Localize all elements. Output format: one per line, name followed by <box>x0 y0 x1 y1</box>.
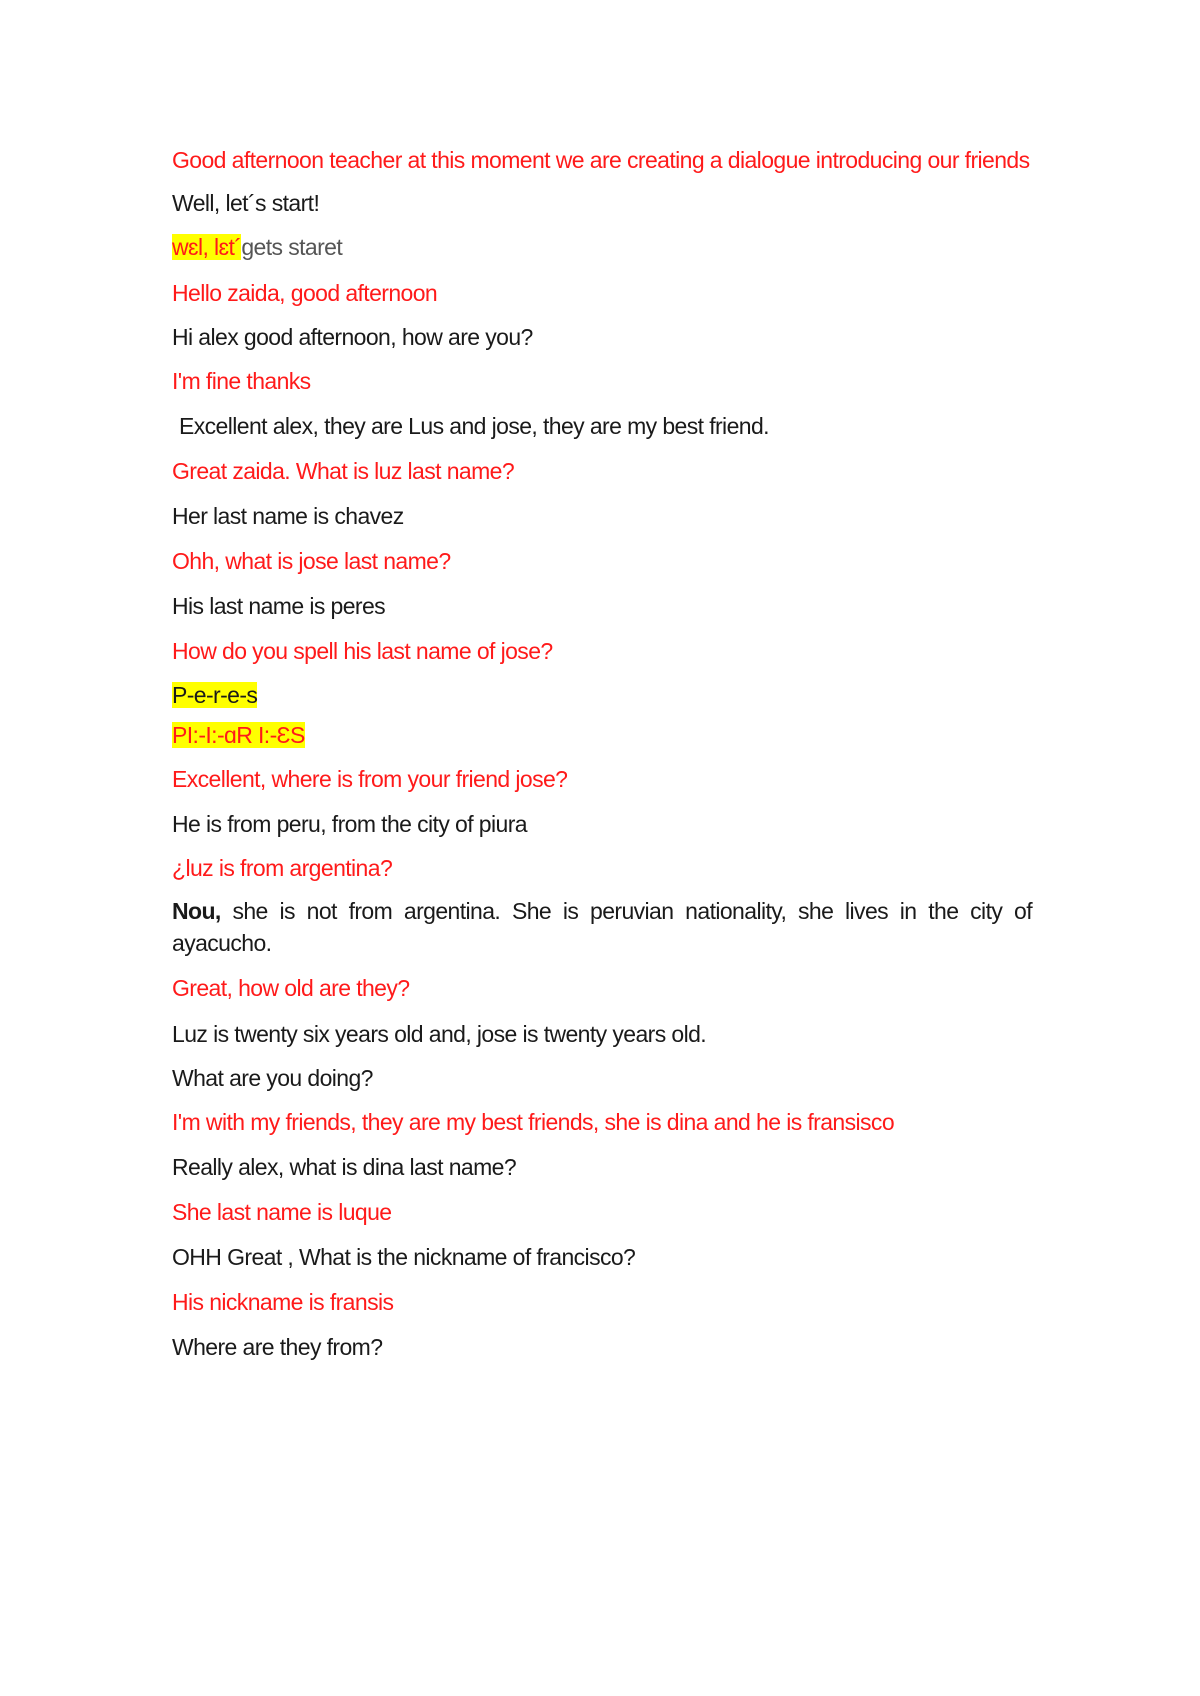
dialogue-line: Excellent alex, they are Lus and jose, they are my best friend. <box>179 413 769 439</box>
spelling-highlight: P-e-r-e-s <box>172 682 258 708</box>
dialogue-line: What are you doing? <box>172 1065 373 1091</box>
dialogue-line: Great, how old are they? <box>172 975 410 1001</box>
dialogue-line: Really alex, what is dina last name? <box>172 1154 517 1180</box>
dialogue-line: Ohh, what is jose last name? <box>172 548 451 574</box>
dialogue-body <box>172 143 1032 1364</box>
intro-paragraph: Good afternoon teacher at this moment we are creating a dialogue introducing our friends <box>172 147 1030 173</box>
paragraph-text: she is not from argentina. She is peruvian nationality, she lives in the city of ayacucho. <box>172 898 1032 956</box>
spelling-phonetic-line <box>172 718 1032 752</box>
dialogue-paragraph <box>172 895 1032 959</box>
dialogue-line: Hello zaida, good afternoon <box>172 280 438 306</box>
dialogue-line: He is from peru, from the city of piura <box>172 811 527 837</box>
dialogue-line: His nickname is fransis <box>172 1289 394 1315</box>
dialogue-line: I'm with my friends, they are my best friends, she is dina and he is fransisco <box>172 1109 895 1135</box>
dialogue-line: How do you spell his last name of jose? <box>172 638 553 664</box>
dialogue-line: Her last name is chavez <box>172 503 404 529</box>
dialogue-line: ¿luz is from argentina? <box>172 855 393 881</box>
dialogue-line: I'm fine thanks <box>172 368 311 394</box>
dialogue-line: Hi alex good afternoon, how are you? <box>172 324 533 350</box>
dialogue-line: Well, let´s start! <box>172 190 320 216</box>
dialogue-line: She last name is luque <box>172 1199 392 1225</box>
spelling-line <box>172 678 1032 712</box>
phonetic-rest: gets staret <box>241 234 343 260</box>
phonetic-highlight: wɛl, lɛt´ <box>172 234 242 260</box>
spelling-phonetic-highlight: PI:-I:-ɑR I:-ƐS <box>172 722 305 748</box>
dialogue-line: Great zaida. What is luz last name? <box>172 458 515 484</box>
dialogue-line: Excellent, where is from your friend jose? <box>172 766 568 792</box>
phonetic-line <box>172 230 1032 264</box>
bold-word: Nou, <box>172 898 221 924</box>
dialogue-line: OHH Great , What is the nickname of francisco? <box>172 1244 636 1270</box>
dialogue-line: His last name is peres <box>172 593 386 619</box>
dialogue-line: Luz is twenty six years old and, jose is twenty years old. <box>172 1021 707 1047</box>
dialogue-line: Where are they from? <box>172 1334 383 1360</box>
